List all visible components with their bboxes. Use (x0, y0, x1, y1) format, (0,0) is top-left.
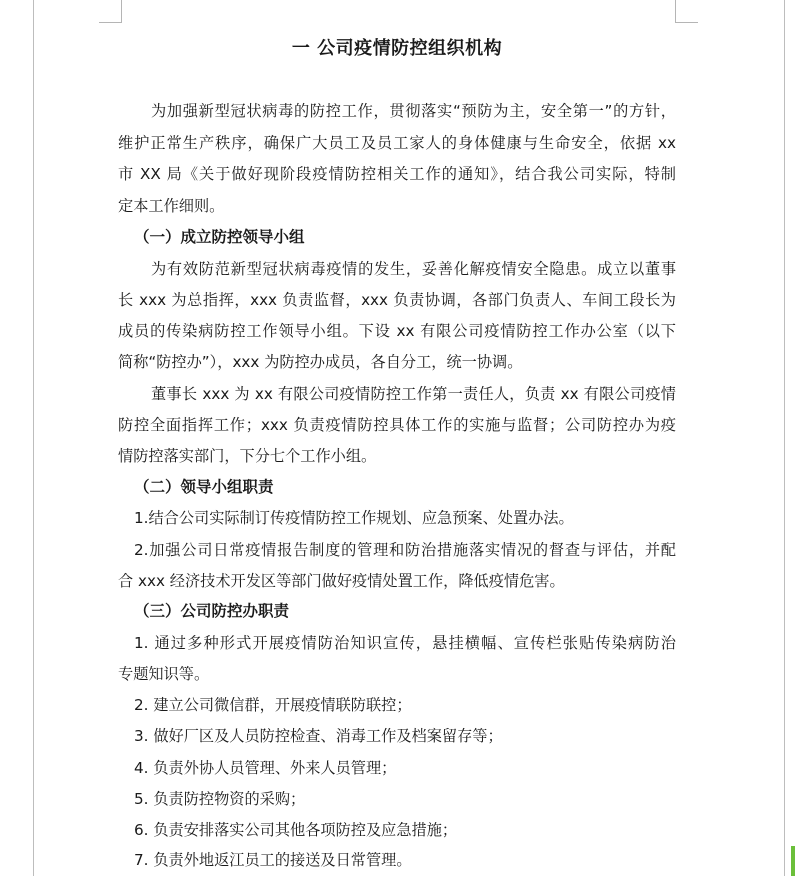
list-item-continuation: 合 xxx 经济技术开发区等部门做好疫情处置工作，降低疫情危害。 (118, 572, 565, 590)
intro-line: 为加强新型冠状病毒的防控工作，贯彻落实“预防为主，安全第一”的方针， (151, 102, 676, 120)
intro-line: 市 XX 局《关于做好现阶段疫情防控相关工作的通知》，结合我公司实际，特制 (118, 165, 676, 183)
paragraph-line: 为有效防范新型冠状病毒疫情的发生，妥善化解疫情安全隐患。成立以董事 (151, 260, 676, 278)
intro-line: 定本工作细则。 (118, 197, 225, 215)
section-heading: （二）领导小组职责 (134, 478, 274, 496)
section-heading: （三）公司防控办职责 (134, 602, 290, 620)
scroll-edge-indicator (791, 846, 795, 876)
list-item: 1. 通过多种形式开展疫情防治知识宣传，悬挂横幅、宣传栏张贴传染病防治 (134, 634, 676, 652)
list-item: 4. 负责外协人员管理、外来人员管理； (134, 759, 397, 777)
list-item: 1.结合公司实际制订传疫情防控工作规划、应急预案、处置办法。 (134, 509, 574, 527)
paragraph-line: 情防控落实部门，下分七个工作小组。 (118, 447, 377, 465)
list-item: 7. 负责外地返江员工的接送及日常管理。 (134, 851, 412, 869)
intro-line: 维护正常生产秩序，确保广大员工及员工家人的身体健康与生命安全，依据 xx (118, 134, 676, 152)
paragraph-line: 简称“防控办”），xxx 为防控办成员，各自分工，统一协调。 (118, 353, 523, 371)
list-item: 2. 建立公司微信群，开展疫情联防联控； (134, 696, 412, 714)
paragraph-line: 长 xxx 为总指挥，xxx 负责监督，xxx 负责协调，各部门负责人、车间工段长为 (118, 291, 676, 309)
document-title: 一 公司疫情防控组织机构 (291, 38, 503, 59)
paragraph-line: 董事长 xxx 为 xx 有限公司疫情防控工作第一责任人，负责 xx 有限公司疫情 (151, 385, 676, 403)
list-item: 6. 负责安排落实公司其他各项防控及应急措施； (134, 821, 458, 839)
crop-mark-top-right (675, 0, 698, 23)
paragraph-line: 成员的传染病防控工作领导小组。下设 xx 有限公司疫情防控工作办公室（以下 (118, 322, 676, 340)
list-item: 2.加强公司日常疫情报告制度的管理和防治措施落实情况的督查与评估，并配 (134, 541, 676, 559)
crop-mark-top-left (99, 0, 122, 23)
list-item-continuation: 专题知识等。 (118, 665, 210, 683)
list-item: 5. 负责防控物资的采购； (134, 790, 306, 808)
section-heading: （一）成立防控领导小组 (134, 228, 305, 246)
paragraph-line: 防控全面指挥工作；xxx 负责疫情防控具体工作的实施与监督；公司防控办为疫 (118, 416, 676, 434)
list-item: 3. 做好厂区及人员防控检查、消毒工作及档案留存等； (134, 727, 503, 745)
